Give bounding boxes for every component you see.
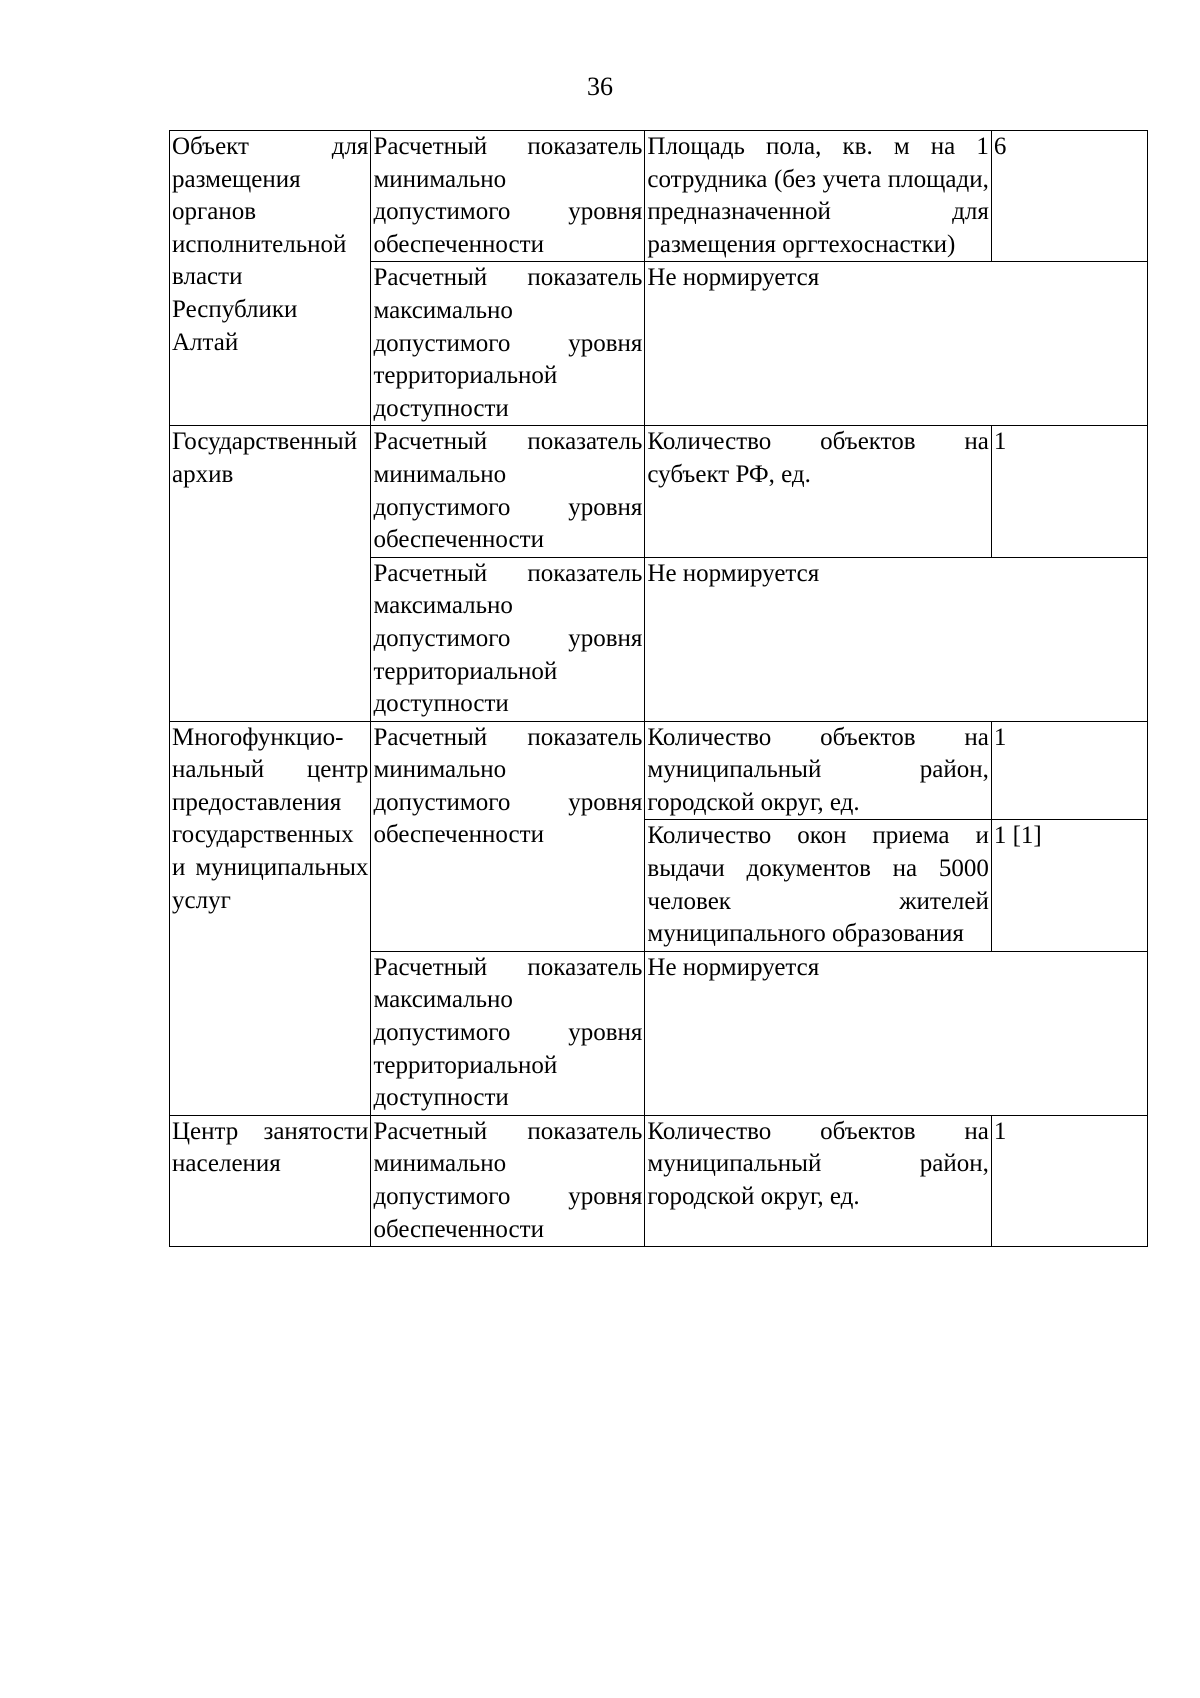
object-cell: Государственный архив [170,426,371,721]
unit-cell: Не нормируется [645,262,1148,426]
indicator-cell: Расчетный показатель максимально допустимого уровня территориальной доступности [371,262,645,426]
indicator-cell: Расчетный показатель минимально допустимого уровня обеспеченности [371,1115,645,1246]
object-cell: Центр занятости населения [170,1115,371,1246]
table-row [170,1115,1148,1246]
unit-cell: Не нормируется [645,557,1148,721]
value-cell: 1 [991,426,1147,557]
indicator-cell: Расчетный показатель минимально допустимого уровня обеспеченности [371,426,645,557]
table-row [170,426,1148,557]
indicator-cell: Расчетный показатель максимально допустимого уровня территориальной доступности [371,557,645,721]
unit-cell: Количество окон приема и выдачи документов на 5000 человек жителей муниципального образования [645,820,991,951]
value-cell: 1 [991,1115,1147,1246]
page-number: 36 [587,72,613,101]
unit-cell: Количество объектов на муниципальный район, городской округ, ед. [645,1115,991,1246]
object-cell: Многофункциональный центр предоставления государственных и муниципальных услуг [170,721,371,1115]
standards-table [169,130,1148,1247]
unit-cell: Количество объектов на субъект РФ, ед. [645,426,991,557]
unit-cell: Количество объектов на муниципальный район, городской округ, ед. [645,721,991,820]
value-cell: 1 [1] [991,820,1147,951]
unit-cell: Площадь пола, кв. м на 1 сотрудника (без учета площади, предназначенной для размещения оргтехоснастки) [645,131,991,262]
value-cell: 6 [991,131,1147,262]
indicator-cell: Расчетный показатель минимально допустимого уровня обеспеченности [371,721,645,951]
table-row [170,131,1148,262]
unit-cell: Не нормируется [645,951,1148,1115]
indicator-cell: Расчетный показатель максимально допустимого уровня территориальной доступности [371,951,645,1115]
indicator-cell: Расчетный показатель минимально допустимого уровня обеспеченности [371,131,645,262]
value-cell: 1 [991,721,1147,820]
object-cell: Объект для размещения органов исполнительной власти Республики Алтай [170,131,371,426]
table-row [170,721,1148,820]
